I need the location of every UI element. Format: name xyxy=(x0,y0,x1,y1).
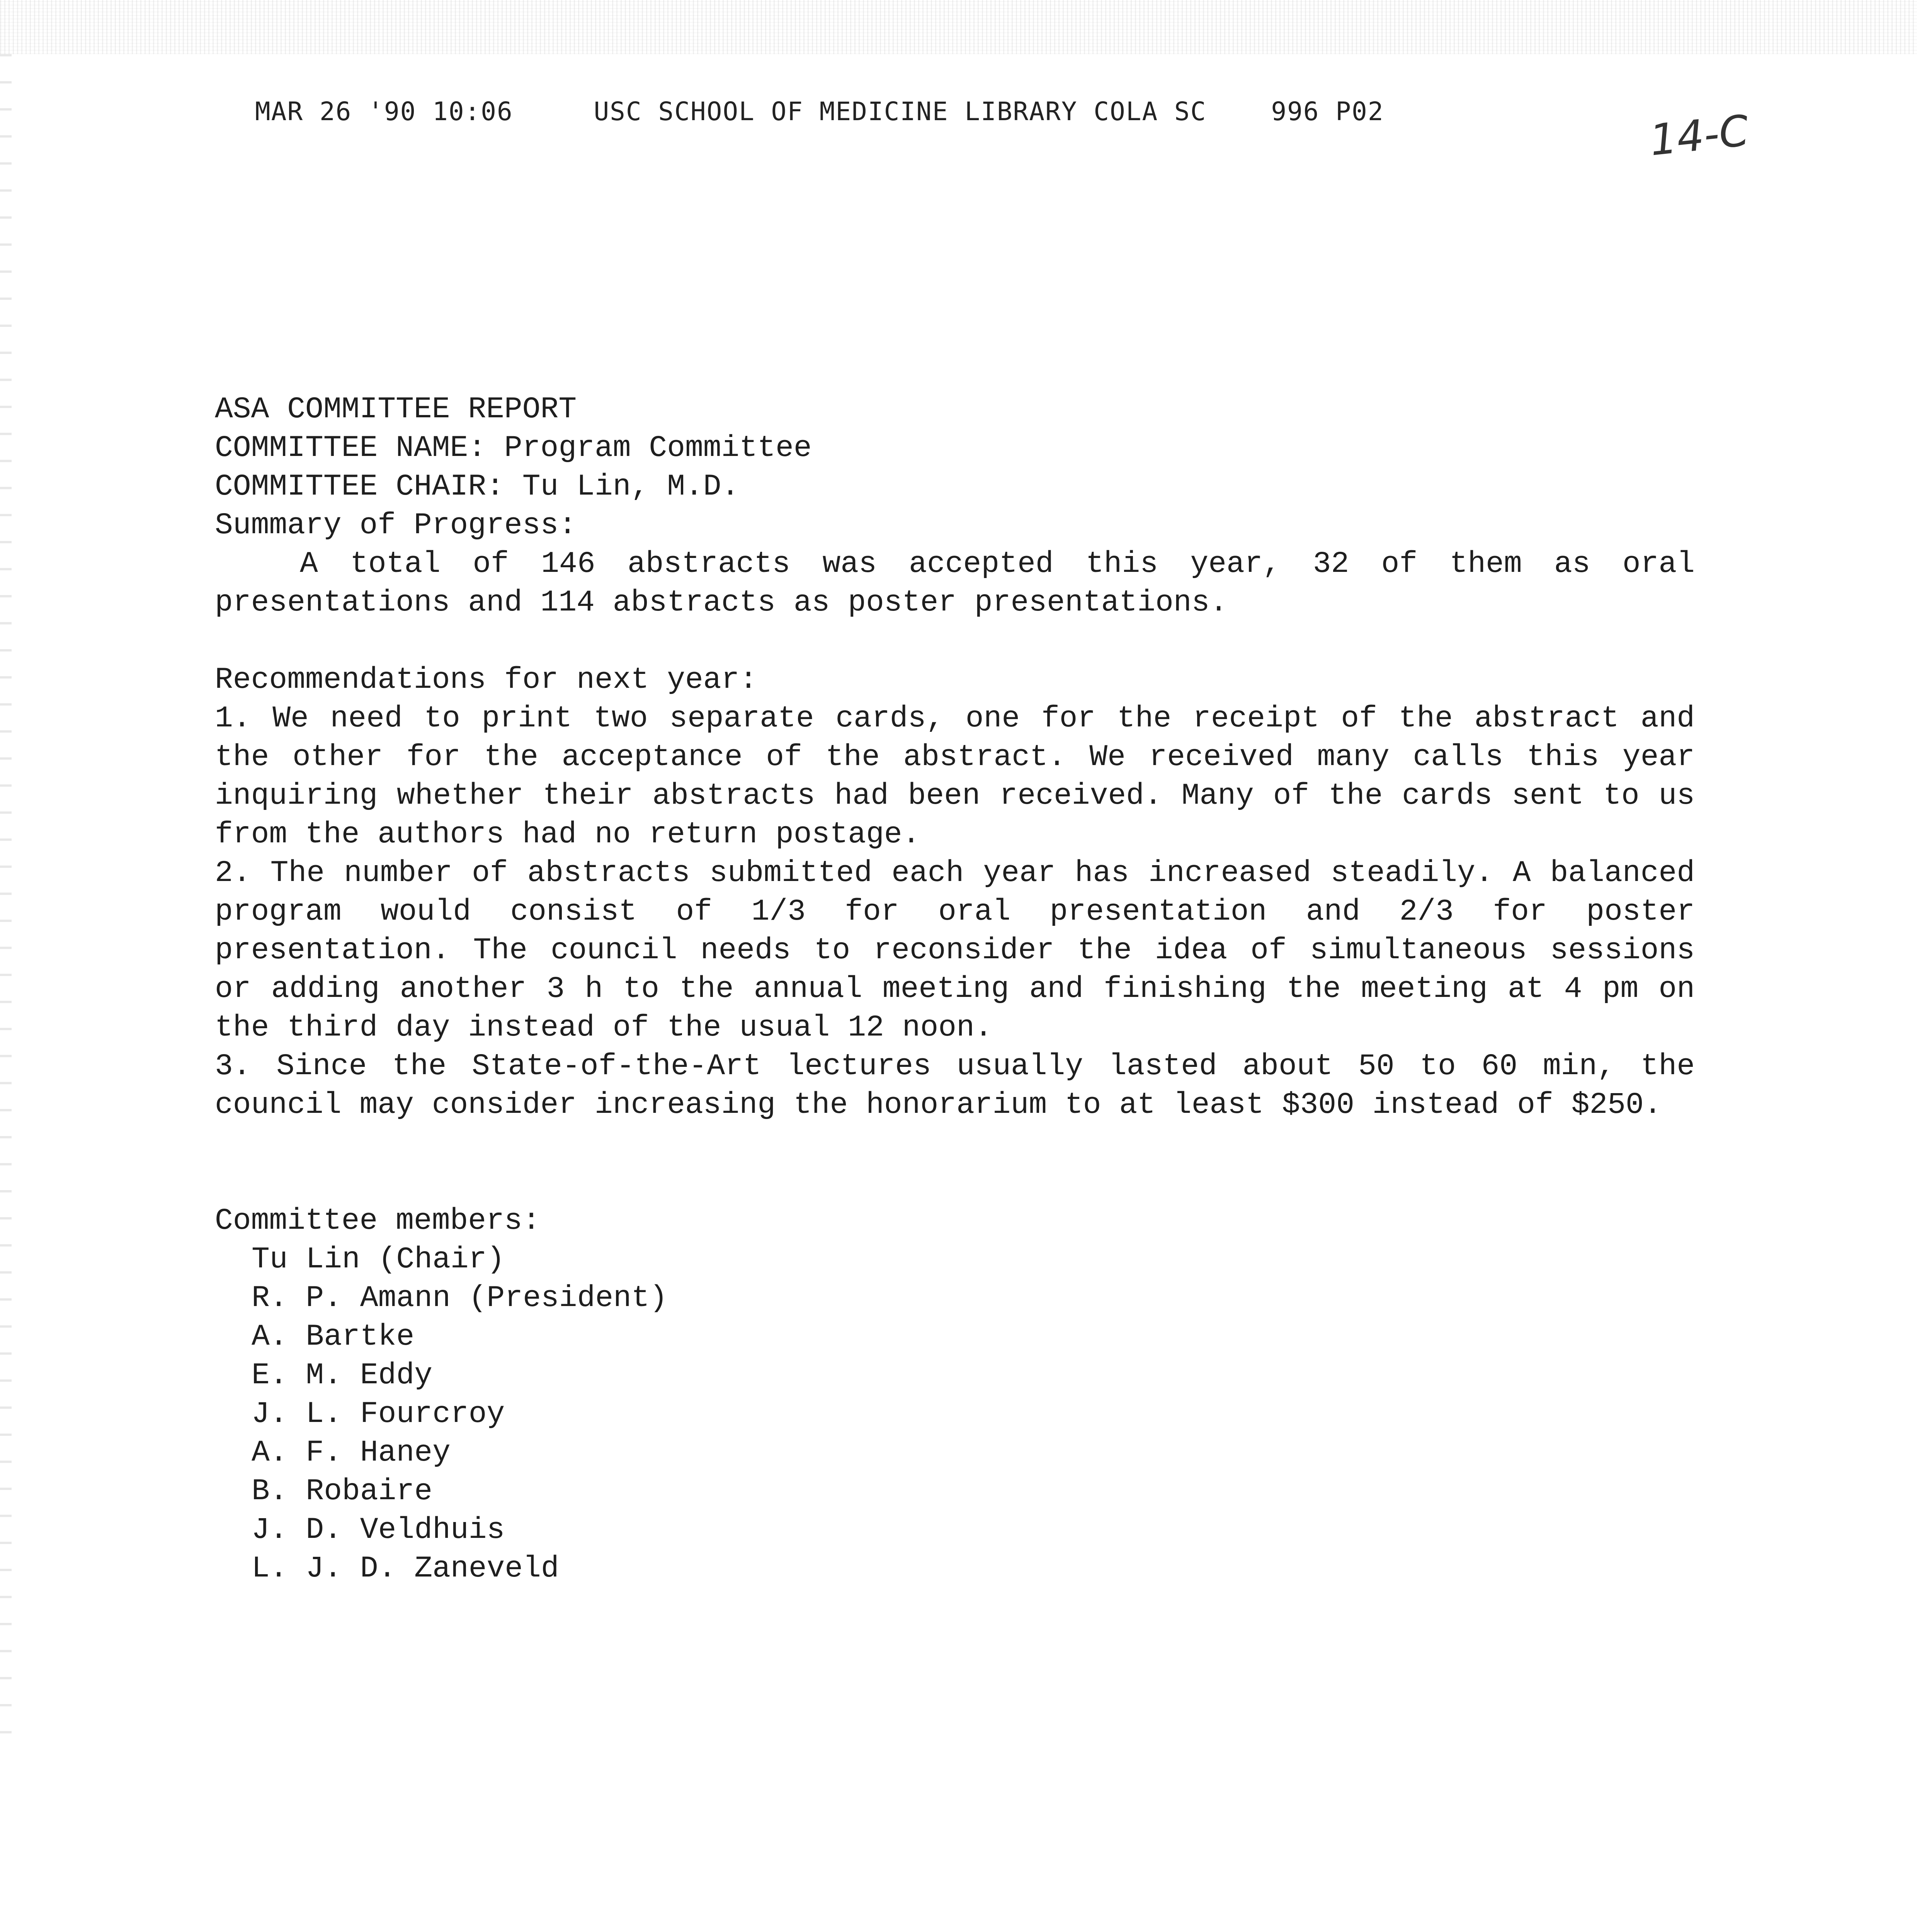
list-item: Tu Lin (Chair) xyxy=(252,1243,505,1277)
list-item: J. L. Fourcroy xyxy=(252,1397,505,1431)
list-item: R. P. Amann (President) xyxy=(252,1281,668,1315)
committee-members-list xyxy=(252,1240,1695,1588)
spacer xyxy=(215,1124,1695,1202)
list-item: E. M. Eddy xyxy=(252,1359,433,1393)
committee-report xyxy=(215,390,1695,1588)
scan-edge-specks xyxy=(0,54,12,1754)
list-item: A. F. Haney xyxy=(252,1436,451,1470)
list-item: A. Bartke xyxy=(252,1320,415,1354)
committee-name: COMMITTEE NAME: Program Committee xyxy=(215,431,812,465)
report-title: ASA COMMITTEE REPORT xyxy=(215,393,577,427)
fax-transmission-header: MAR 26 '90 10:06 USC SCHOOL OF MEDICINE LIBRARY COLA SC 996 P02 xyxy=(255,97,1384,126)
list-item: J. D. Veldhuis xyxy=(252,1513,505,1547)
members-heading: Committee members: xyxy=(215,1204,541,1238)
handwritten-annotation: 14-C xyxy=(1647,105,1751,165)
recommendation-item: 3. Since the State-of-the-Art lectures usually lasted about 50 to 60 min, the council may consider increasing the honorarium to at least $300 instead of $250. xyxy=(215,1049,1695,1122)
list-item: L. J. D. Zaneveld xyxy=(252,1552,559,1586)
committee-chair: COMMITTEE CHAIR: Tu Lin, M.D. xyxy=(215,470,740,504)
recommendation-item: 2. The number of abstracts submitted each year has increased steadily. A balanced program would consist of 1/3 for oral presentation and 2/3 for poster presentation. The council needs to reconsider the idea of simultaneous sessions or adding another 3 h to the annual meeting and finishing the meeting at 4 pm on the third day instead of the usual 12 noon. xyxy=(215,856,1695,1045)
list-item: B. Robaire xyxy=(252,1475,433,1509)
summary-text: A total of 146 abstracts was accepted this year, 32 of them as oral presentations and 114 abstracts as poster presentations. xyxy=(215,547,1695,620)
scan-noise-band xyxy=(0,0,1917,54)
summary-heading: Summary of Progress: xyxy=(215,509,577,543)
recommendations-heading: Recommendations for next year: xyxy=(215,663,758,697)
recommendation-item: 1. We need to print two separate cards, one for the receipt of the abstract and the other for the acceptance of the abstract. We received many calls this year inquiring whether their abstracts had been received. Many of the cards sent to us from the authors had no return postage. xyxy=(215,702,1695,852)
spacer xyxy=(215,622,1695,661)
